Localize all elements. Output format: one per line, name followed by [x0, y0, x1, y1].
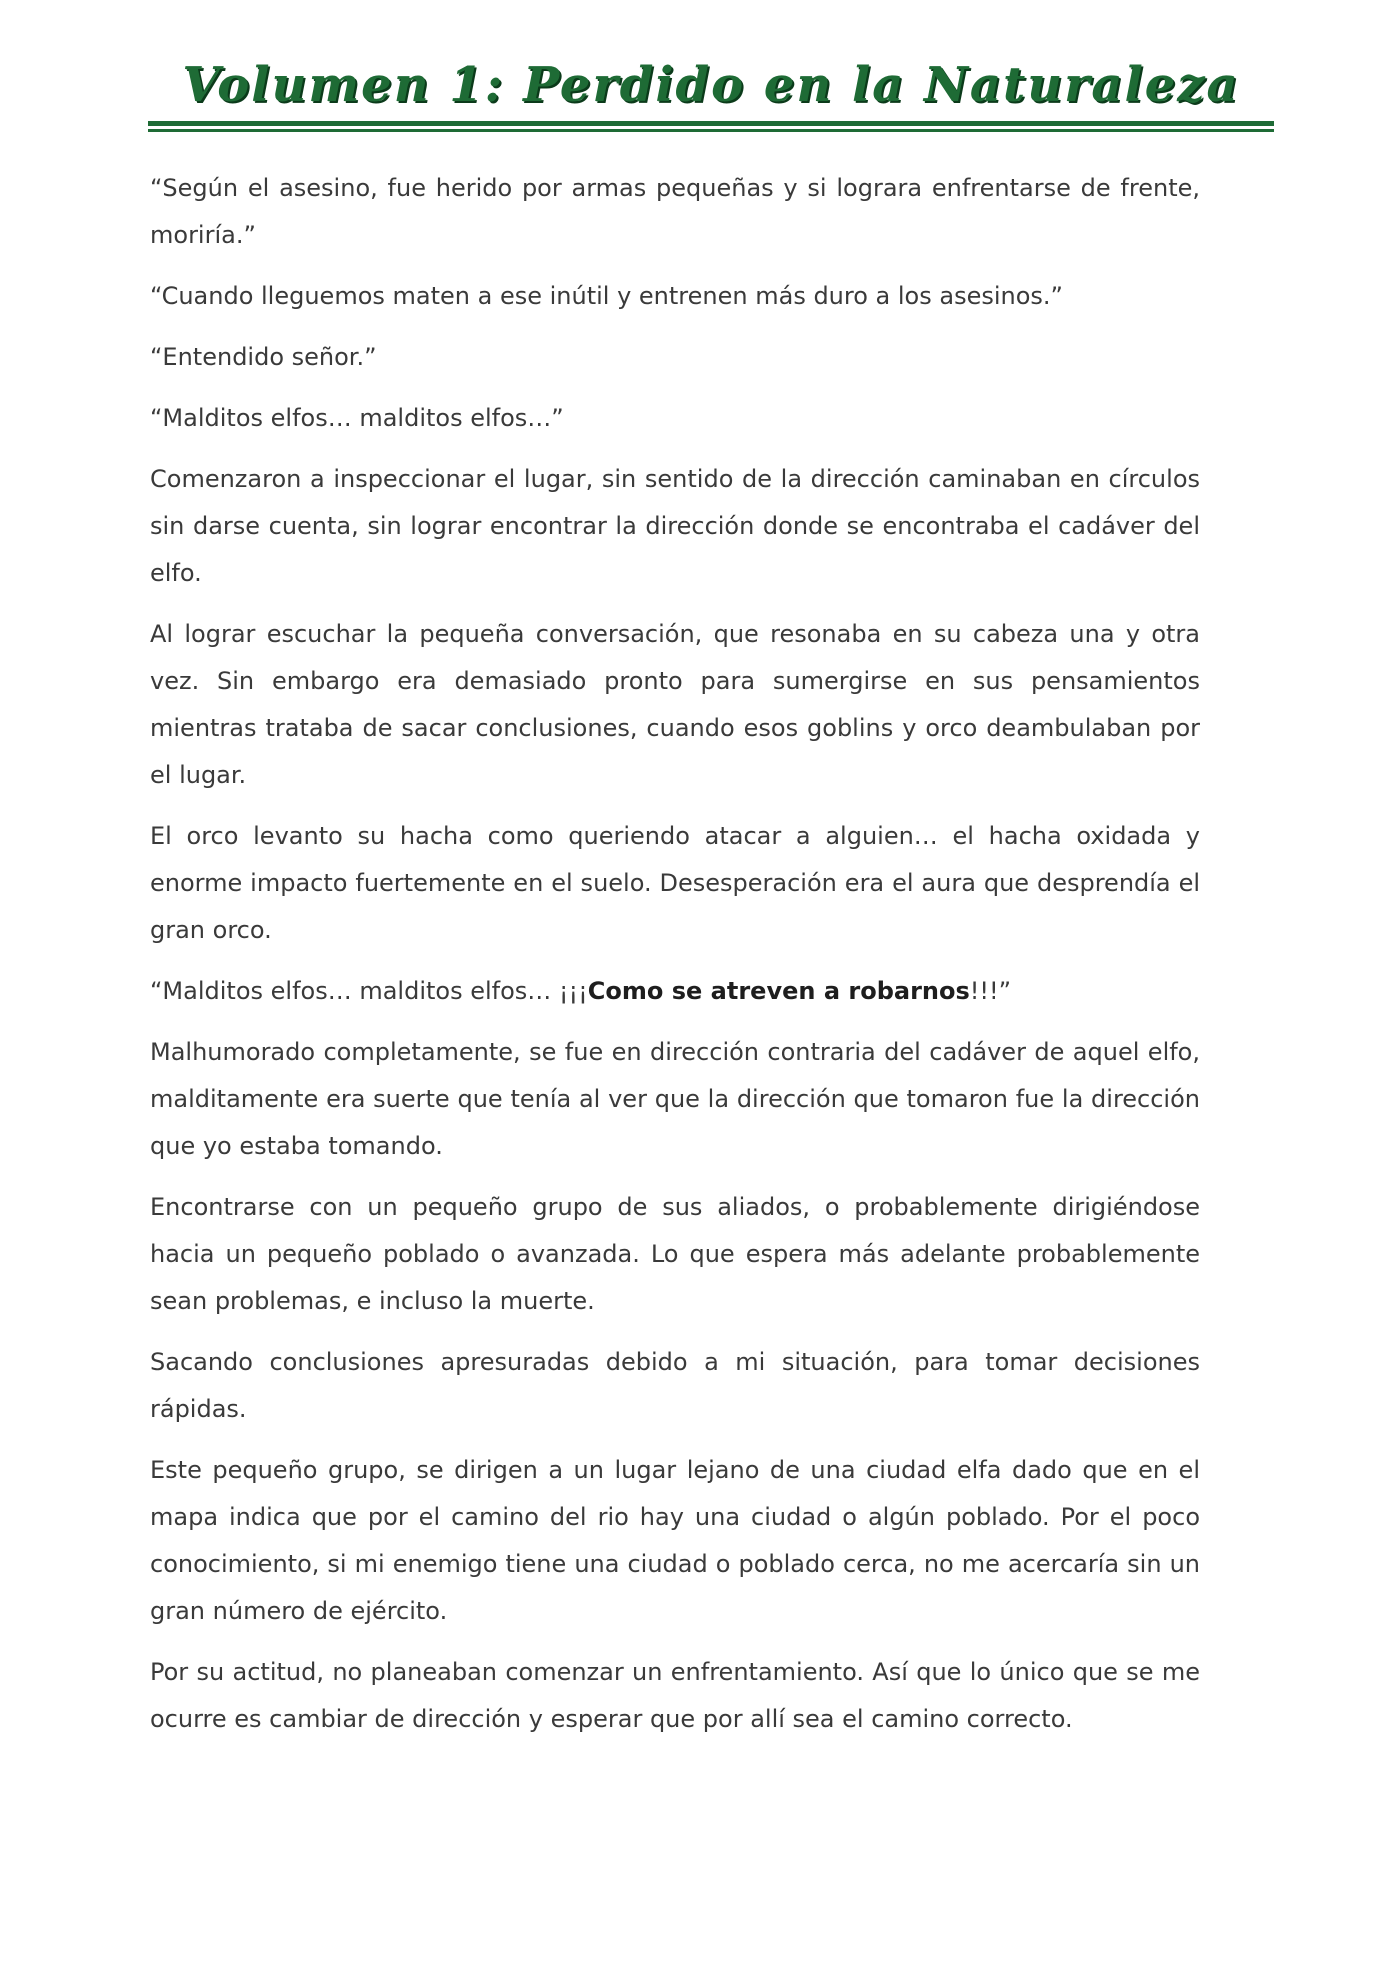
- header-rule-thick: [148, 121, 1274, 126]
- paragraph: Malhumorado completamente, se fue en dirección contraria del cadáver de aquel elfo, malditamente era suerte que tenía al ver que la dirección que tomaron fue la dirección que yo estaba tomando.: [150, 1038, 1200, 1160]
- paragraph: Comenzaron a inspeccionar el lugar, sin sentido de la dirección caminaban en círculos sin darse cuenta, sin lograr encontrar la dirección donde se encontraba el cadáver del elfo.: [150, 465, 1200, 587]
- shout-paragraph: [150, 968, 1200, 1015]
- shout-bold-text: Como se atreven a robarnos: [587, 977, 970, 1005]
- shout-suffix: !!!”: [969, 977, 1012, 1005]
- paragraph: Al lograr escuchar la pequeña conversación, que resonaba en su cabeza una y otra vez. Sin embargo era demasiado pronto para sumergirse en sus pensamientos mientras trataba de sacar conclusiones, cuando esos goblins y orco deambulaban por el lugar.: [150, 620, 1200, 789]
- body-text: [150, 165, 1200, 1757]
- paragraph: Encontrarse con un pequeño grupo de sus aliados, o probablemente dirigiéndose hacia un pequeño poblado o avanzada. Lo que espera más adelante probablemente sean problemas, e incluso la muerte.: [150, 1193, 1200, 1315]
- shout-prefix: “Malditos elfos… malditos elfos… ¡¡¡: [150, 977, 588, 1005]
- paragraph: Por su actitud, no planeaban comenzar un enfrentamiento. Así que lo único que se me ocurre es cambiar de dirección y esperar que por allí sea el camino correcto.: [150, 1658, 1200, 1733]
- paragraph: “Entendido señor.”: [150, 343, 377, 371]
- header-rule-thin: [148, 129, 1274, 132]
- paragraph: “Cuando lleguemos maten a ese inútil y entrenen más duro a los asesinos.”: [150, 282, 1063, 310]
- chapter-title: Volumen 1: Perdido en la Naturaleza: [182, 57, 1240, 113]
- paragraph: Este pequeño grupo, se dirigen a un lugar lejano de una ciudad elfa dado que en el mapa indica que por el camino del rio hay una ciudad o algún poblado. Por el poco conocimiento, si mi enemigo tiene una ciudad o poblado cerca, no me acercaría sin un gran número de ejército.: [150, 1456, 1200, 1625]
- paragraph: “Según el asesino, fue herido por armas pequeñas y si lograra enfrentarse de frente, moriría.”: [150, 174, 1200, 249]
- paragraph: El orco levanto su hacha como queriendo atacar a alguien… el hacha oxidada y enorme impacto fuertemente en el suelo. Desesperación era el aura que desprendía el gran orco.: [150, 822, 1200, 944]
- paragraph: Sacando conclusiones apresuradas debido a mi situación, para tomar decisiones rápidas.: [150, 1348, 1200, 1423]
- page-header: [148, 50, 1274, 140]
- paragraph: “Malditos elfos… malditos elfos…”: [150, 404, 564, 432]
